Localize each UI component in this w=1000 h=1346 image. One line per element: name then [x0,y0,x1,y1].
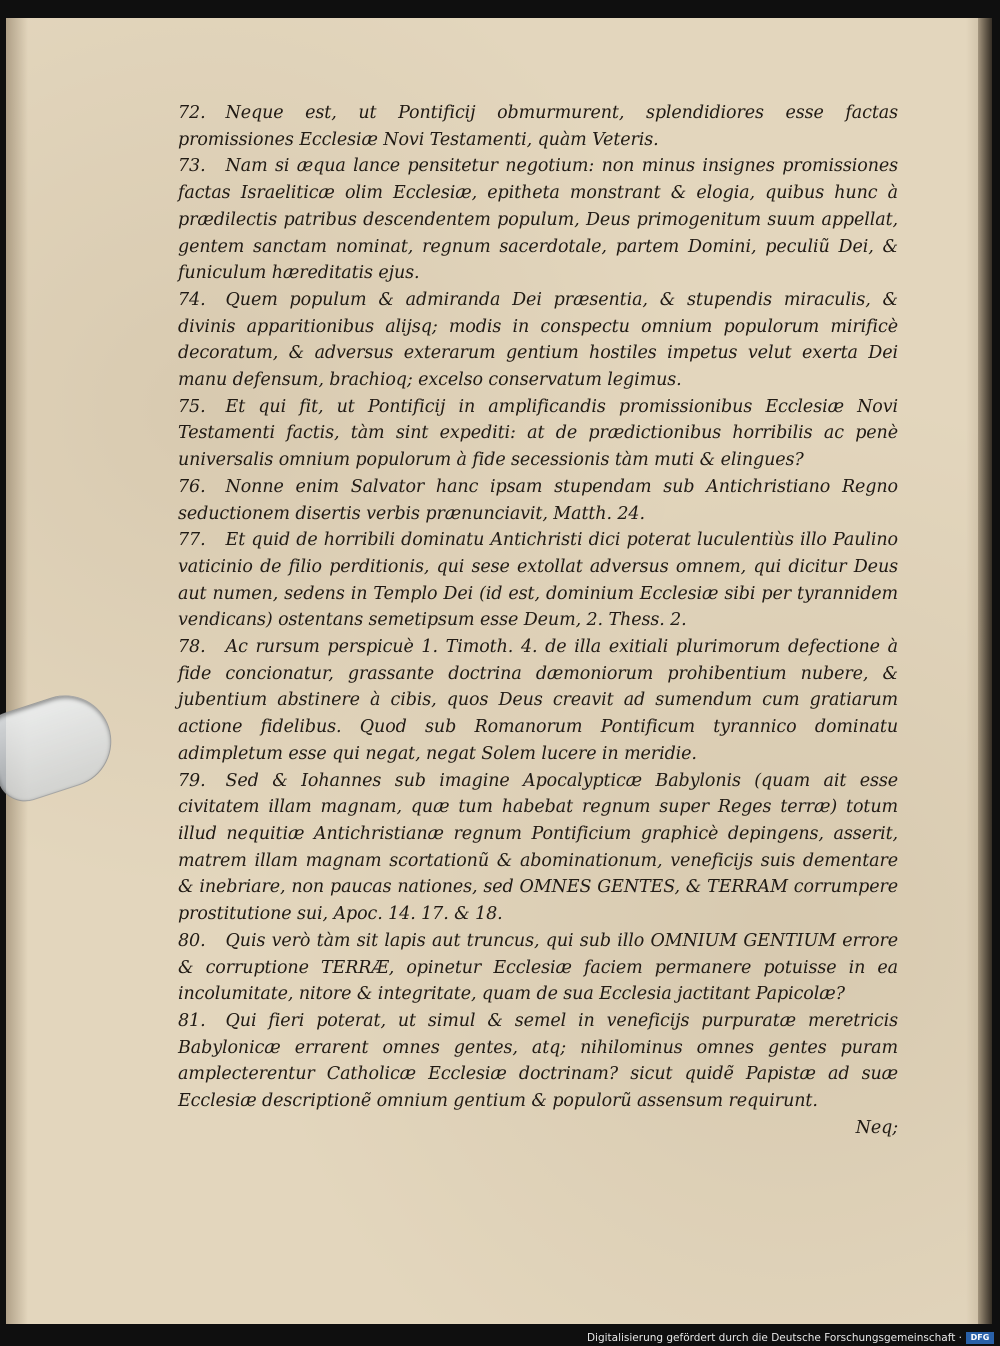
paragraph-78 [178,634,898,768]
paragraph-80 [178,928,898,1008]
paragraph-text: Qui fieri poterat, ut simul & semel in veneficijs purpuratæ meretricis Babylonicæ errarent omnes gentes, atq; nihilominus omnes gentes puram amplecterentur Catholicæ Ecclesiæ doctrinam? sicut quidẽ Papistæ ad suæ Ecclesiæ descriptionẽ omnium gentium & populorũ assensum requirunt. [178,1010,898,1112]
paragraph-text: Quem populum & admiranda Dei præsentia, & stupendis miraculis, & divinis apparitionibus alijsq; modis in conspectu omnium populorum mirificè decoratum, & adversus exterarum gentium hostiles impetus velut exerta Dei manu defensum, brachioq; excelso conservatum legimus. [178,289,898,391]
text-block [178,100,898,1141]
paragraph-text: Sed & Iohannes sub imagine Apocalypticæ Babylonis (quam ait esse civitatem illam magnam, quæ tum habebat regnum super Reges terræ) totum illud nequitiæ Antichristianæ regnum Pontificium graphicè depingens, asserit, matrem illam magnam scortationũ & abominationum, veneficijs suis dementare & inebriare, non paucas nationes, sed OMNES GENTES, & TERRAM corrumpere prostitutione sui, Apoc. 14. 17. & 18. [178,770,898,925]
paragraph-77 [178,527,898,634]
paragraph-number: 75. [178,396,206,417]
paragraph-number: 73. [178,156,206,177]
paragraph-text: Quis verò tàm sit lapis aut truncus, qui sub illo OMNIUM GENTIUM errore & corruptione TERRÆ, opinetur Ecclesiæ faciem permanere potuisse in ea incolumitate, nitore & integritate, quam de sua Ecclesia jactitant Papicolæ? [178,930,898,1005]
paragraph-number: 80. [178,930,206,951]
paragraph-73 [178,153,898,287]
catchword: Neq; [855,1117,898,1138]
paragraph-text: Ac rursum perspicuè 1. Timoth. 4. de illa exitiali plurimorum defectione à fide concionatur, grassante doctrina dæmoniorum prohibentium nubere, & jubentium abstinere à cibis, quos Deus creavit ad sumendum cum gratiarum actione fidelibus. Quod sub Romanorum Pontificum tyrannico dominatu adimpletum esse qui negat, negat Solem lucere in meridie. [178,637,898,764]
paragraph-text: Nonne enim Salvator hanc ipsam stupendam sub Antichristiano Regno seductionem disertis verbis prænunciavit, Matth. 24. [178,476,898,524]
paragraph-81 [178,1008,898,1115]
paragraph-number: 72. [178,103,206,123]
paragraph-number: 76. [178,476,206,497]
dfg-logo: DFG [966,1332,994,1344]
footer-credit: Digitalisierung gefördert durch die Deutsche Forschungsgemeinschaft · [586,1332,962,1344]
paragraph-74 [178,287,898,394]
paragraph-text: Neque est, ut Pontificij obmurmurent, splendidiores esse factas promissiones Ecclesiæ Novi Testamenti, quàm Veteris. [178,103,898,150]
paragraph-text: Nam si æqua lance pensitetur negotium: non minus insignes promissiones factas Israeliticæ olim Ecclesiæ, epitheta monstrant & elogia, quibus hunc à prædilectis patribus descendentem populum, Deus primogenitum suum appellat, gentem sanctam nominat, regnum sacerdotale, partem Domini, peculiũ Dei, & funiculum hæreditatis ejus. [178,156,898,284]
paragraph-text: Et qui fit, ut Pontificij in amplificandis promissionibus Ecclesiæ Novi Testamenti factis, tàm sint expediti: at de prædictionibus horribilis ac penè universalis omnium populorum à fide secessionis tàm muti & elingues? [178,396,898,471]
page-edge [978,18,992,1324]
paragraph-76 [178,474,898,527]
paragraph-number: 79. [178,770,206,791]
paragraph-number: 77. [178,530,206,551]
paragraph-text: Et quid de horribili dominatu Antichristi dici poterat luculentiùs illo Paulino vaticinio de filio perditionis, qui sese extollat adversus omnem, qui dicitur Deus aut numen, sedens in Templo Dei (id est, dominium Ecclesiæ sibi per tyrannidem vendicans) ostentans semetipsum esse Deum, 2. Thess. 2. [178,530,898,631]
paragraph-number: 74. [178,289,206,310]
digitization-footer [0,1330,1000,1346]
paragraph-number: 81. [178,1010,206,1031]
paragraph-72 [178,100,898,153]
paragraph-79 [178,768,898,928]
paragraph-number: 78. [178,637,206,658]
paragraph-75 [178,394,898,474]
